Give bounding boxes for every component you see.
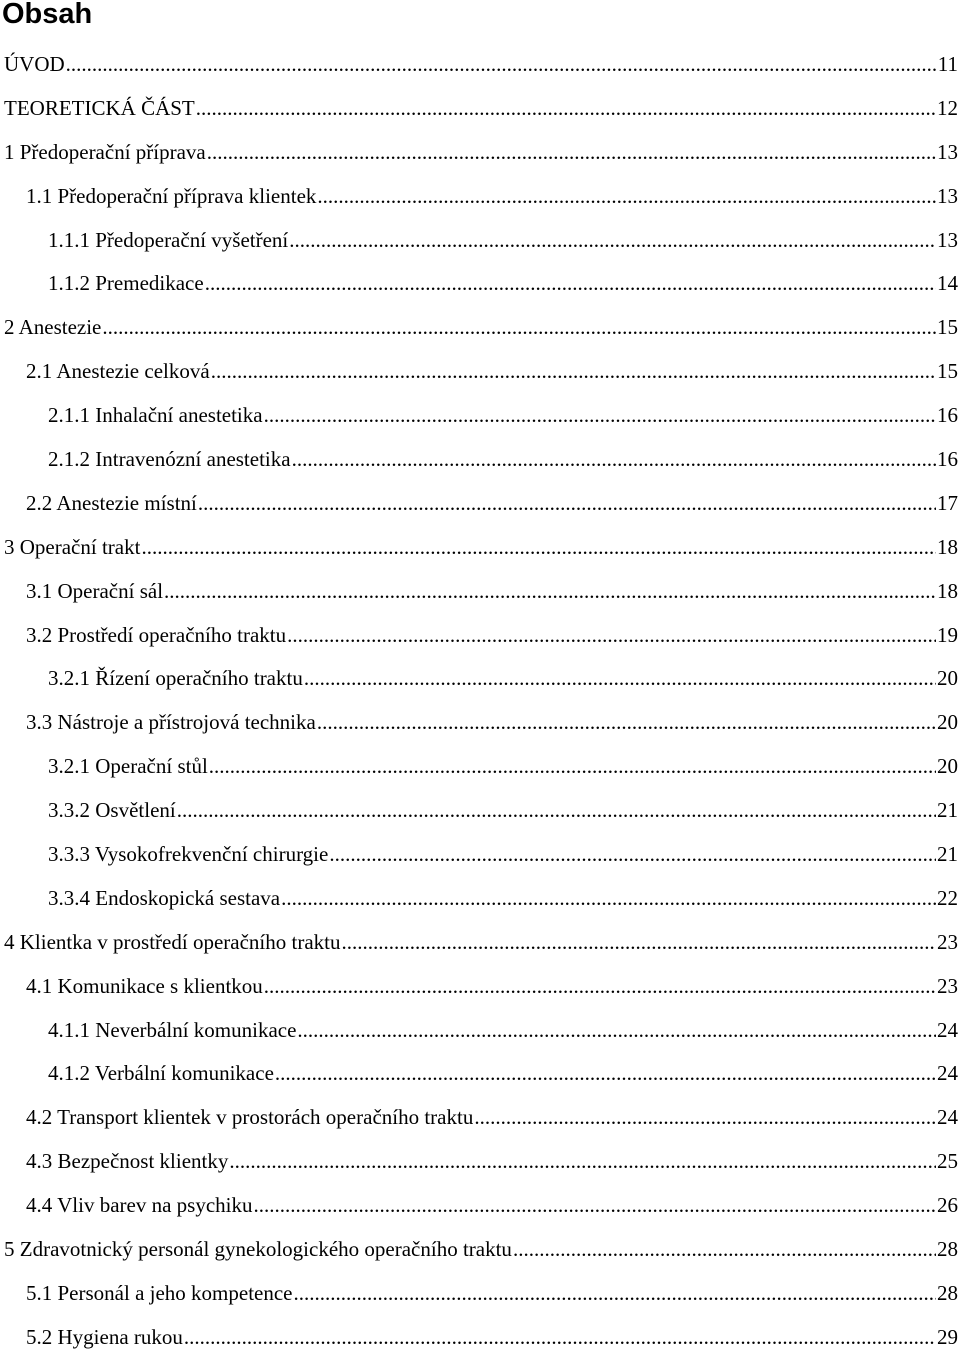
toc-entry[interactable] bbox=[0, 615, 958, 659]
toc-entry-title[interactable]: 3.2.1 Operační stůl bbox=[48, 754, 208, 779]
toc-entry[interactable] bbox=[0, 834, 958, 878]
toc-entry-page[interactable]: 14 bbox=[937, 271, 958, 296]
toc-entry-page[interactable]: 19 bbox=[937, 622, 958, 647]
toc-entry[interactable] bbox=[0, 1097, 958, 1141]
dot-leader bbox=[275, 1053, 936, 1093]
page-title: Obsah bbox=[2, 0, 93, 30]
dot-leader bbox=[198, 483, 936, 523]
dot-leader bbox=[164, 571, 936, 611]
toc-entry[interactable] bbox=[0, 220, 958, 264]
dot-leader bbox=[264, 395, 936, 435]
toc-entry-title[interactable]: ÚVOD bbox=[4, 52, 65, 76]
toc-entry-title[interactable]: 5 Zdravotnický personál gynekologického operačního traktu bbox=[4, 1237, 512, 1262]
toc-entry-page[interactable]: 20 bbox=[937, 754, 958, 779]
toc-entry-page[interactable]: 15 bbox=[937, 359, 958, 384]
dot-leader bbox=[207, 132, 936, 172]
toc-entry-title[interactable]: 4.1 Komunikace s klientkou bbox=[26, 973, 263, 998]
dot-leader bbox=[66, 44, 937, 84]
toc-entry-page[interactable]: 28 bbox=[937, 1280, 958, 1305]
dot-leader bbox=[211, 351, 936, 391]
toc-entry[interactable] bbox=[0, 1185, 958, 1229]
toc-entry-page[interactable]: 25 bbox=[937, 1149, 958, 1174]
toc-entry-page[interactable]: 20 bbox=[937, 666, 958, 691]
toc-entry[interactable] bbox=[0, 483, 958, 527]
toc-entry-title[interactable]: 3.3 Nástroje a přístrojová technika bbox=[26, 710, 316, 735]
toc-entry-title[interactable]: 4.1.1 Neverbální komunikace bbox=[48, 1017, 297, 1042]
toc-entry[interactable] bbox=[0, 1229, 958, 1273]
toc-entry-page[interactable]: 26 bbox=[937, 1193, 958, 1218]
toc-entry-title[interactable]: 5.2 Hygiena rukou bbox=[26, 1324, 183, 1349]
toc-entry[interactable] bbox=[0, 132, 958, 176]
toc-entry[interactable] bbox=[0, 527, 958, 571]
dot-leader bbox=[281, 878, 936, 918]
dot-leader bbox=[297, 1010, 936, 1050]
toc-entry[interactable] bbox=[0, 746, 958, 790]
toc-entry[interactable] bbox=[0, 439, 958, 483]
toc-entry-page[interactable]: 13 bbox=[937, 183, 958, 208]
dot-leader bbox=[254, 1185, 937, 1225]
dot-leader bbox=[474, 1097, 936, 1137]
toc-entry-title[interactable]: 4 Klientka v prostředí operačního traktu bbox=[4, 929, 341, 954]
toc-entry-title[interactable]: 1.1.1 Předoperační vyšetření bbox=[48, 227, 289, 252]
toc-entry-title[interactable]: TEORETICKÁ ČÁST bbox=[4, 95, 195, 120]
toc-entry[interactable] bbox=[0, 878, 958, 922]
dot-leader bbox=[341, 922, 936, 962]
toc-entry-page[interactable]: 16 bbox=[937, 447, 958, 472]
toc-entry-title[interactable]: 3.3.4 Endoskopická sestava bbox=[48, 885, 281, 910]
dot-leader bbox=[209, 746, 936, 786]
toc-entry-title[interactable]: 3.3.3 Vysokofrekvenční chirurgie bbox=[48, 842, 329, 867]
toc-entry-title[interactable]: 2.1.2 Intravenózní anestetika bbox=[48, 447, 291, 472]
toc-entry-title[interactable]: 3.1 Operační sál bbox=[26, 578, 164, 603]
toc-entry-title[interactable]: 2.1.1 Inhalační anestetika bbox=[48, 403, 263, 428]
toc-entry-title[interactable]: 3.2.1 Řízení operačního traktu bbox=[48, 666, 303, 691]
toc-entry-page[interactable]: 21 bbox=[937, 842, 958, 867]
table-of-contents bbox=[0, 44, 958, 1361]
toc-entry[interactable] bbox=[0, 307, 958, 351]
toc-entry-page[interactable]: 11 bbox=[937, 52, 958, 76]
toc-entry-title[interactable]: 1.1 Předoperační příprava klientek bbox=[26, 183, 317, 208]
toc-entry-page[interactable]: 22 bbox=[937, 885, 958, 910]
toc-entry-title[interactable]: 3.2 Prostředí operačního traktu bbox=[26, 622, 287, 647]
toc-entry-page[interactable]: 17 bbox=[937, 490, 958, 515]
toc-entry[interactable] bbox=[0, 1010, 958, 1054]
toc-entry[interactable] bbox=[0, 395, 958, 439]
dot-leader bbox=[264, 966, 936, 1006]
toc-entry-page[interactable]: 20 bbox=[937, 710, 958, 735]
toc-entry[interactable] bbox=[0, 176, 958, 220]
toc-entry-page[interactable]: 23 bbox=[937, 973, 958, 998]
toc-entry[interactable] bbox=[0, 1141, 958, 1185]
toc-entry-page[interactable]: 13 bbox=[937, 227, 958, 252]
toc-entry-title[interactable]: 3.3.2 Osvětlení bbox=[48, 798, 176, 823]
toc-entry[interactable] bbox=[0, 966, 958, 1010]
dot-leader bbox=[141, 527, 936, 567]
dot-leader bbox=[292, 439, 936, 479]
dot-leader bbox=[196, 88, 936, 128]
toc-entry[interactable] bbox=[0, 702, 958, 746]
dot-leader bbox=[317, 176, 936, 216]
dot-leader bbox=[317, 702, 936, 742]
toc-entry-page[interactable]: 16 bbox=[937, 403, 958, 428]
toc-entry-page[interactable]: 24 bbox=[937, 1105, 958, 1130]
dot-leader bbox=[329, 834, 936, 874]
toc-entry-title[interactable]: 2.1 Anestezie celková bbox=[26, 359, 210, 384]
toc-entry-title[interactable]: 3 Operační trakt bbox=[4, 534, 141, 559]
toc-entry-page[interactable]: 13 bbox=[937, 139, 958, 164]
toc-entry[interactable] bbox=[0, 1273, 958, 1317]
dot-leader bbox=[294, 1273, 937, 1313]
toc-entry-page[interactable]: 24 bbox=[937, 1017, 958, 1042]
toc-entry-page[interactable]: 18 bbox=[937, 578, 958, 603]
toc-entry-page[interactable]: 24 bbox=[937, 1061, 958, 1086]
toc-entry-title[interactable]: 2 Anestezie bbox=[4, 315, 102, 340]
toc-entry[interactable] bbox=[0, 658, 958, 702]
toc-entry[interactable] bbox=[0, 790, 958, 834]
toc-entry-title[interactable]: 4.4 Vliv barev na psychiku bbox=[26, 1193, 253, 1218]
toc-entry-page[interactable]: 12 bbox=[937, 95, 958, 120]
dot-leader bbox=[229, 1141, 936, 1181]
toc-entry[interactable] bbox=[0, 1053, 958, 1097]
toc-entry[interactable] bbox=[0, 351, 958, 395]
dot-leader bbox=[184, 1317, 936, 1357]
toc-entry[interactable] bbox=[0, 1317, 958, 1361]
dot-leader bbox=[289, 220, 936, 260]
dot-leader bbox=[513, 1229, 936, 1269]
dot-leader bbox=[287, 615, 936, 655]
toc-entry-page[interactable]: 18 bbox=[937, 534, 958, 559]
toc-entry[interactable] bbox=[0, 263, 958, 307]
toc-entry-title[interactable]: 2.2 Anestezie místní bbox=[26, 490, 197, 515]
toc-entry[interactable] bbox=[0, 922, 958, 966]
toc-entry-title[interactable]: 1 Předoperační příprava bbox=[4, 139, 206, 164]
toc-entry-title[interactable]: 5.1 Personál a jeho kompetence bbox=[26, 1280, 293, 1305]
dot-leader bbox=[177, 790, 936, 830]
toc-entry-page[interactable]: 15 bbox=[937, 315, 958, 340]
dot-leader bbox=[102, 307, 936, 347]
toc-entry-title[interactable]: 4.2 Transport klientek v prostorách operačního traktu bbox=[26, 1105, 474, 1130]
toc-entry-title[interactable]: 4.1.2 Verbální komunikace bbox=[48, 1061, 274, 1086]
toc-entry[interactable] bbox=[0, 88, 958, 132]
toc-entry-page[interactable]: 23 bbox=[937, 929, 958, 954]
dot-leader bbox=[304, 658, 936, 698]
toc-entry-page[interactable]: 29 bbox=[937, 1324, 958, 1349]
toc-entry[interactable] bbox=[0, 571, 958, 615]
toc-entry-title[interactable]: 4.3 Bezpečnost klientky bbox=[26, 1149, 229, 1174]
toc-entry-page[interactable]: 21 bbox=[937, 798, 958, 823]
toc-entry-title[interactable]: 1.1.2 Premedikace bbox=[48, 271, 204, 296]
toc-entry[interactable] bbox=[0, 44, 958, 88]
dot-leader bbox=[205, 263, 936, 303]
toc-entry-page[interactable]: 28 bbox=[937, 1237, 958, 1262]
